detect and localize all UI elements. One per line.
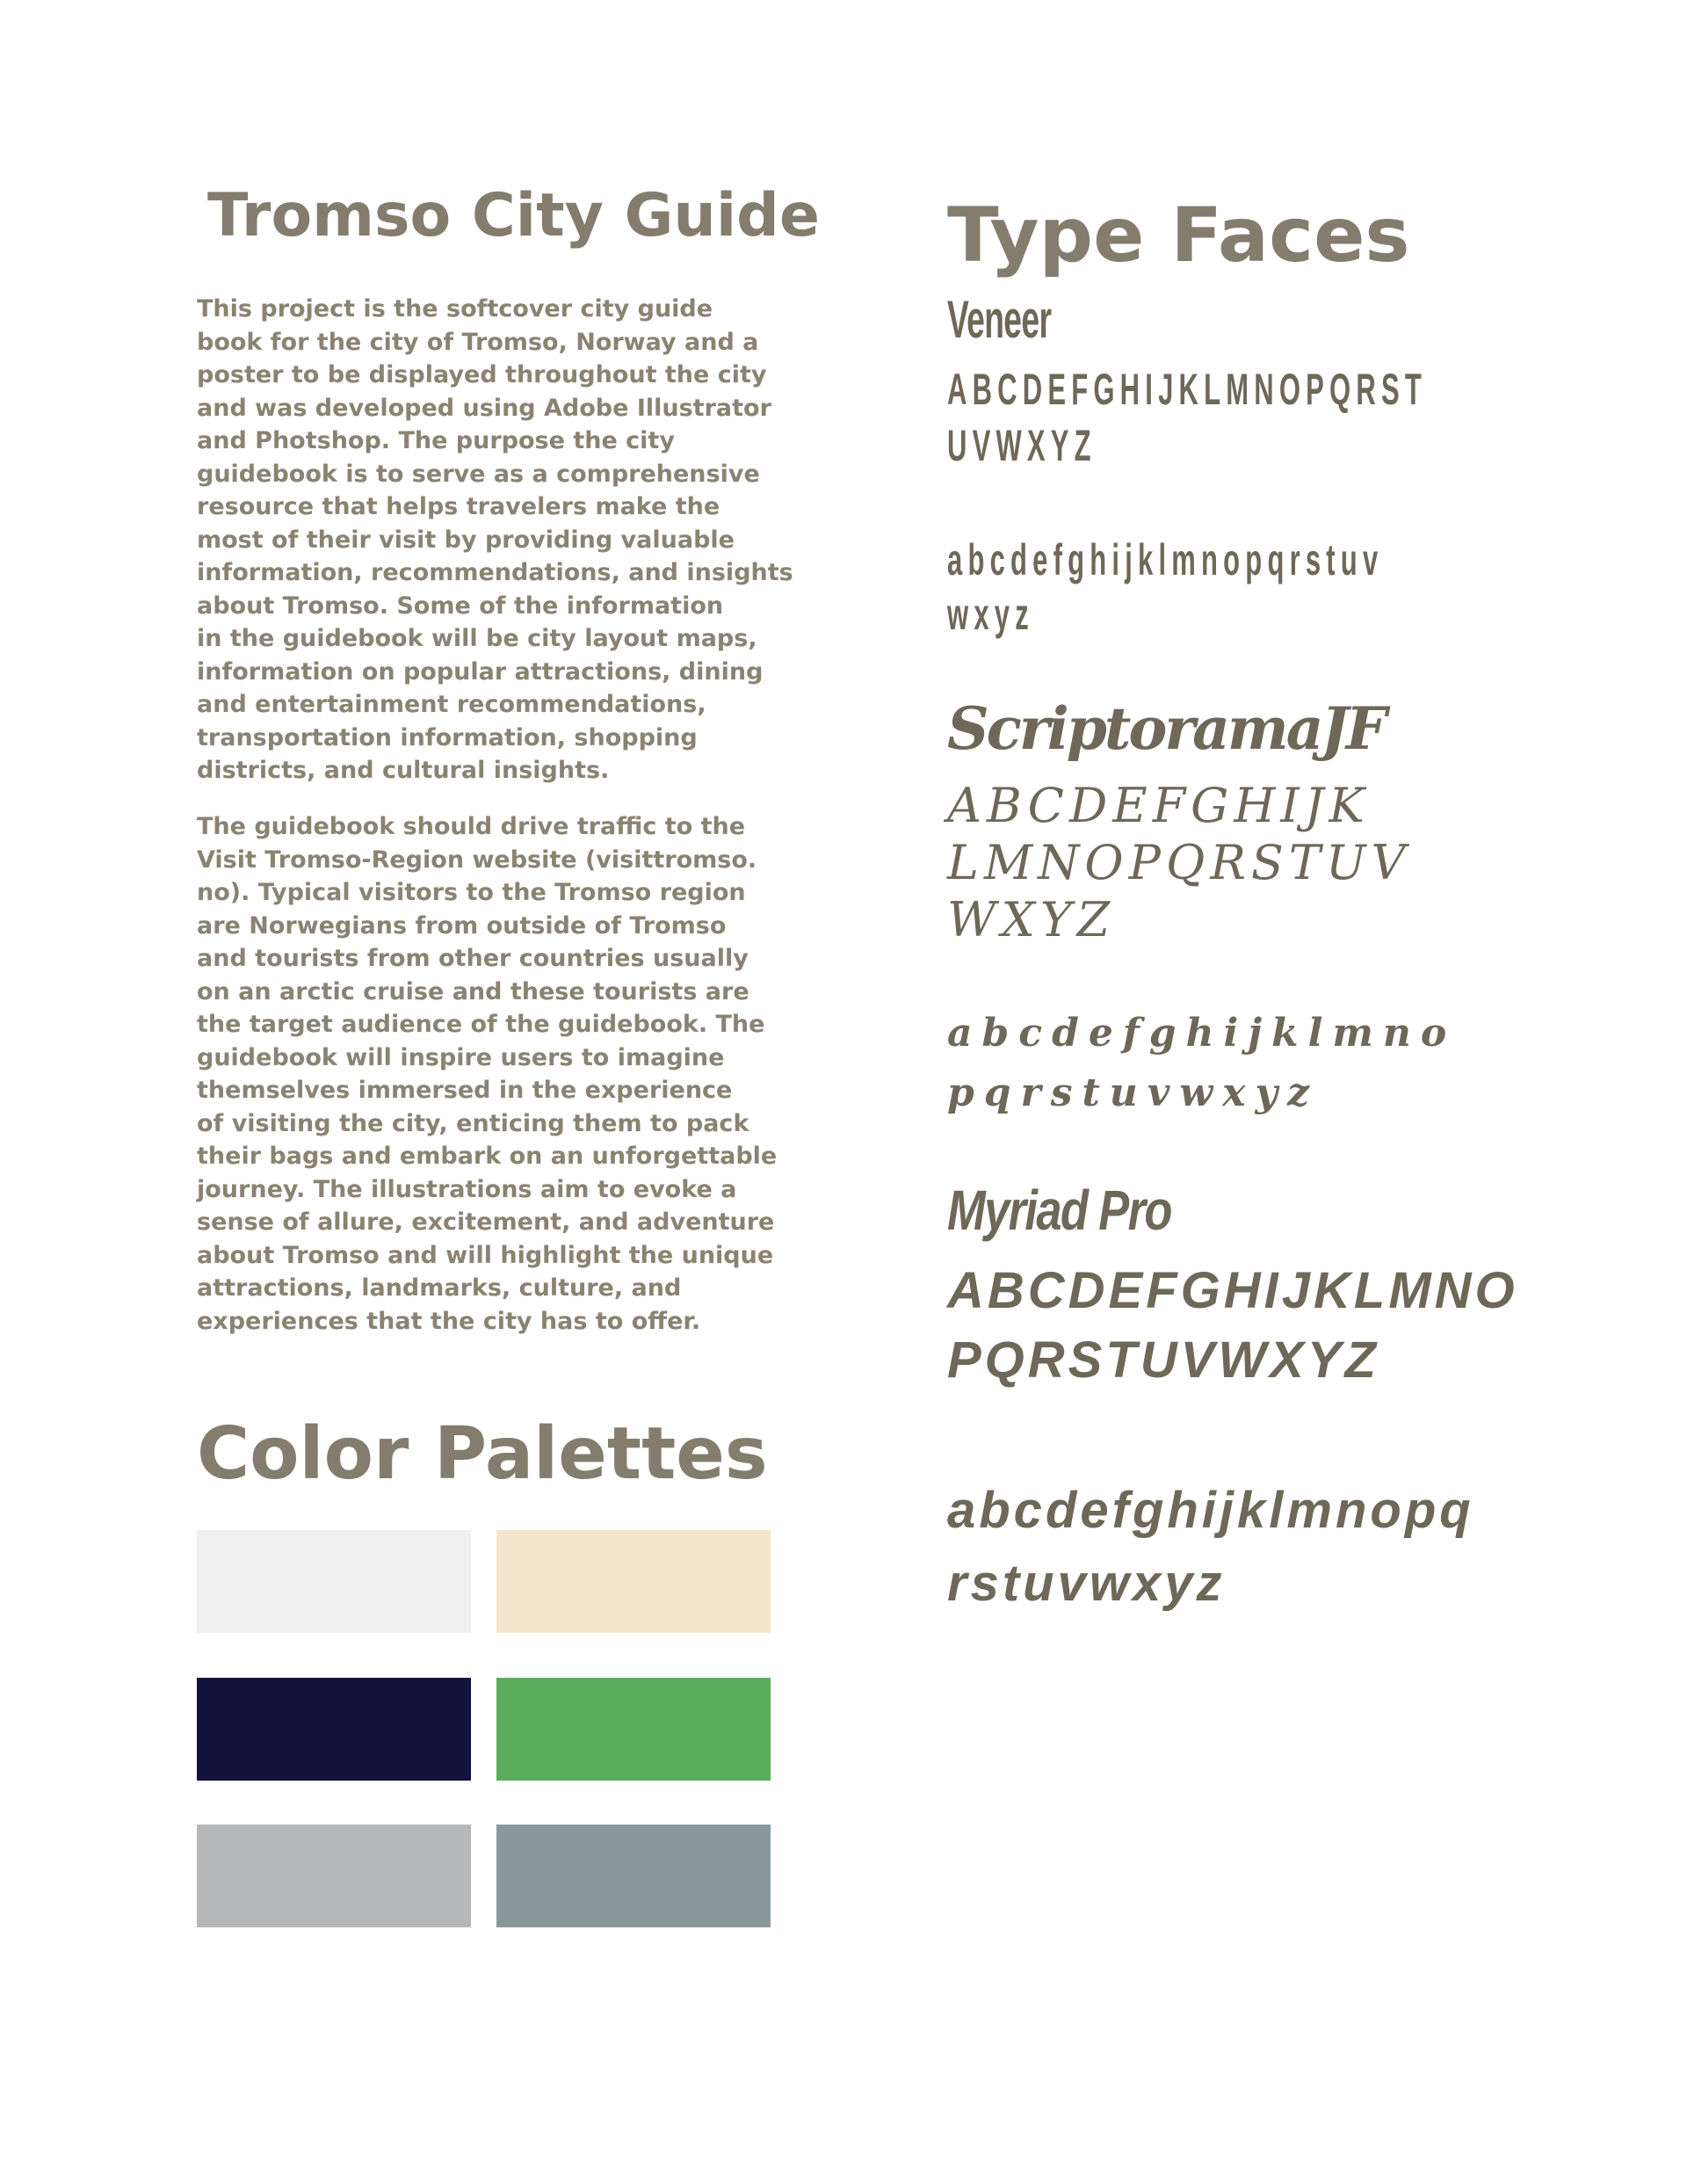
typeface-sample-lowercase: abcdefghijklmno [947,1011,1457,1056]
typeface-sample-lowercase: wxyz [947,590,1034,639]
color-swatch [496,1678,771,1781]
typeface-sample-lowercase: pqrstuvwxyz [947,1070,1320,1115]
guide-description-paragraph: This project is the softcover city guide book for the city of Tromso, Norway and a poster to be displayed throughout the city and was developed using Adobe Illustrator and Photshop. The purpose the city guidebook is to serve as a comprehensive resource that helps travelers make the most of their visit by providing valuable information, recommendations, and insights about Tromso. Some of the information in the guidebook will be city layout maps, information on popular attractions, dining and entertainment recommendations, transportation information, shopping districts, and cultural insights. [197,295,793,784]
typeface-sample-lowercase: rstuvwxyz [947,1555,1226,1612]
typeface-sample-uppercase: ABCDEFGHIJKLMNO [947,1262,1518,1319]
typeface-sample-uppercase: LMNOPQRSTUV [947,835,1411,890]
typeface-sample-uppercase: ABCDEFGHIJKLMNOPQRST [947,365,1427,414]
color-swatch [496,1825,771,1927]
typeface-sample-lowercase: abcdefghijklmnopqrstuv [947,535,1384,584]
typeface-sample-uppercase: WXYZ [947,892,1116,947]
typeface-name: ScriptoramaJF [947,694,1385,763]
color-palettes-title: Color Palettes [197,1412,768,1496]
typeface-name: Veneer [947,290,1052,349]
typeface-sample-lowercase: abcdefghijklmnopq [947,1482,1474,1539]
color-swatch [496,1530,771,1633]
type-faces-title: Type Faces [947,192,1410,279]
color-swatch [197,1530,471,1633]
typeface-sample-uppercase: ABCDEFGHIJK [947,778,1370,833]
typeface-sample-uppercase: PQRSTUVWXYZ [947,1331,1379,1389]
color-swatch [197,1825,471,1927]
guide-audience-paragraph: The guidebook should drive traffic to the Visit Tromso-Region website (visittromso. no). Typical visitors to the Tromso region are Norwegians from outside of Tromso and tourists from other countries usually on an arctic cruise and these tourists are the target audience of the guidebook. The guidebook will inspire users to imagine themselves immersed in the experience of visiting the city, enticing them to pack their bags and embark on an unforgettable journey. The illustrations aim to evoke a sense of allure, excitement, and adventure about Tromso and will highlight the unique attractions, landmarks, culture, and experiences that the city has to offer. [197,813,778,1335]
typeface-sample-uppercase: UVWXYZ [947,421,1097,470]
color-swatch [197,1678,471,1781]
typeface-name: Myriad Pro [947,1179,1171,1242]
guide-title: Tromso City Guide [207,181,820,250]
